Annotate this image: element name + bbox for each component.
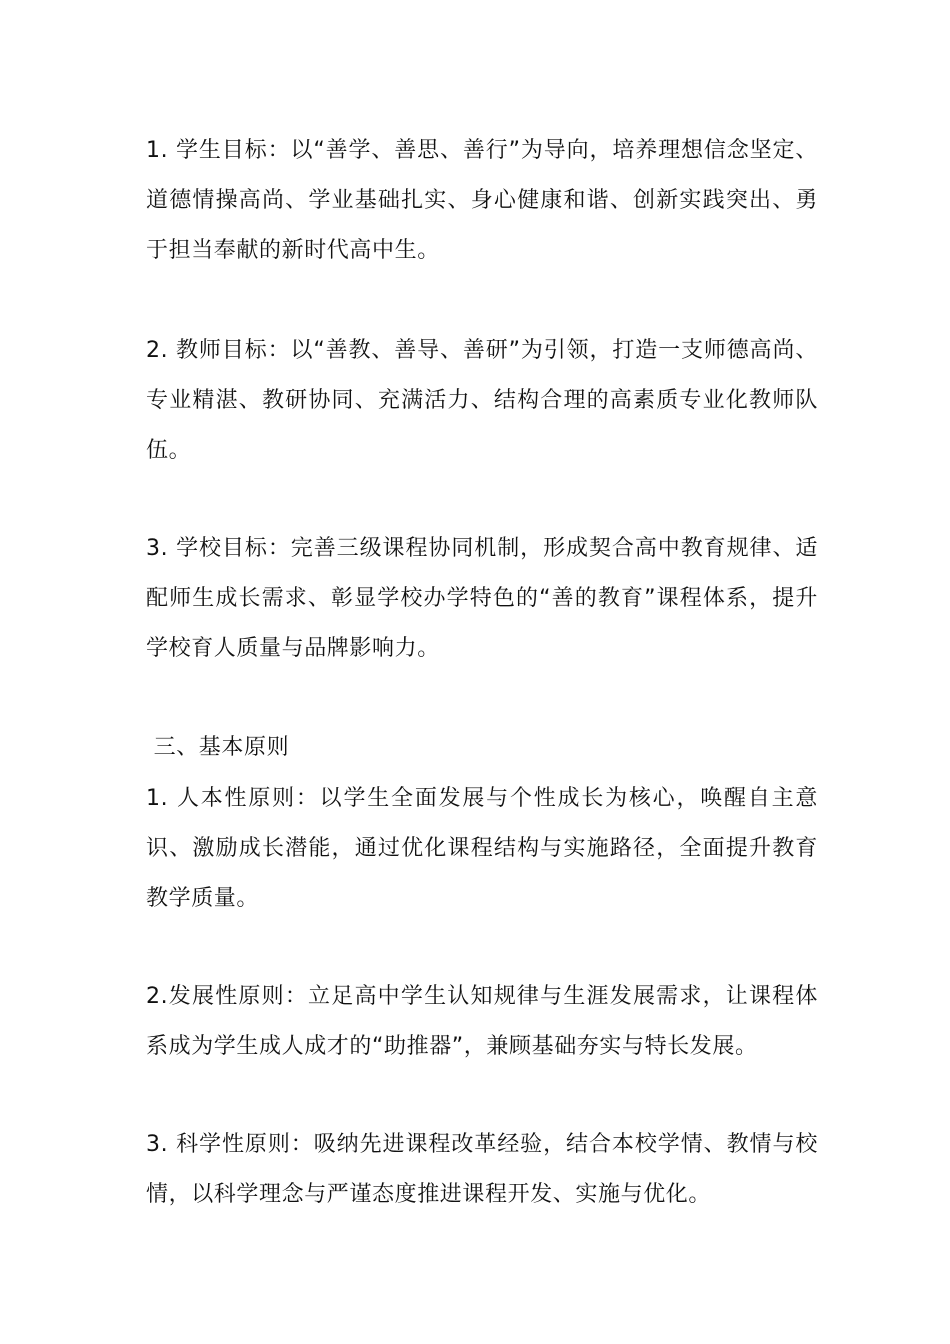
paragraph-student-goal: 1. 学生目标：以“善学、善思、善行”为导向，培养理想信念坚定、道德情操高尚、学业基础扎实、身心健康和谐、创新实践突出、勇于担当奉献的新时代高中生。 bbox=[146, 138, 818, 263]
paragraph-humanistic-principle: 1. 人本性原则：以学生全面发展与个性成长为核心，唤醒自主意识、激励成长潜能，通过优化课程结构与实施路径，全面提升教育教学质量。 bbox=[146, 786, 818, 911]
paragraph-scientific-principle: 3. 科学性原则：吸纳先进课程改革经验，结合本校学情、教情与校情，以科学理念与严谨态度推进课程开发、实施与优化。 bbox=[146, 1132, 818, 1207]
paragraph-school-goal: 3. 学校目标：完善三级课程协同机制，形成契合高中教育规律、适配师生成长需求、彰显学校办学特色的“善的教育”课程体系，提升学校育人质量与品牌影响力。 bbox=[146, 536, 818, 661]
section-heading-basic-principles: 三、基本原则 bbox=[146, 735, 290, 760]
paragraph-teacher-goal: 2. 教师目标：以“善教、善导、善研”为引领，打造一支师德高尚、专业精湛、教研协同、充满活力、结构合理的高素质专业化教师队伍。 bbox=[146, 338, 818, 463]
paragraph-developmental-principle: 2.发展性原则：立足高中学生认知规律与生涯发展需求，让课程体系成为学生成人成才的“助推器”，兼顾基础夯实与特长发展。 bbox=[146, 984, 818, 1059]
